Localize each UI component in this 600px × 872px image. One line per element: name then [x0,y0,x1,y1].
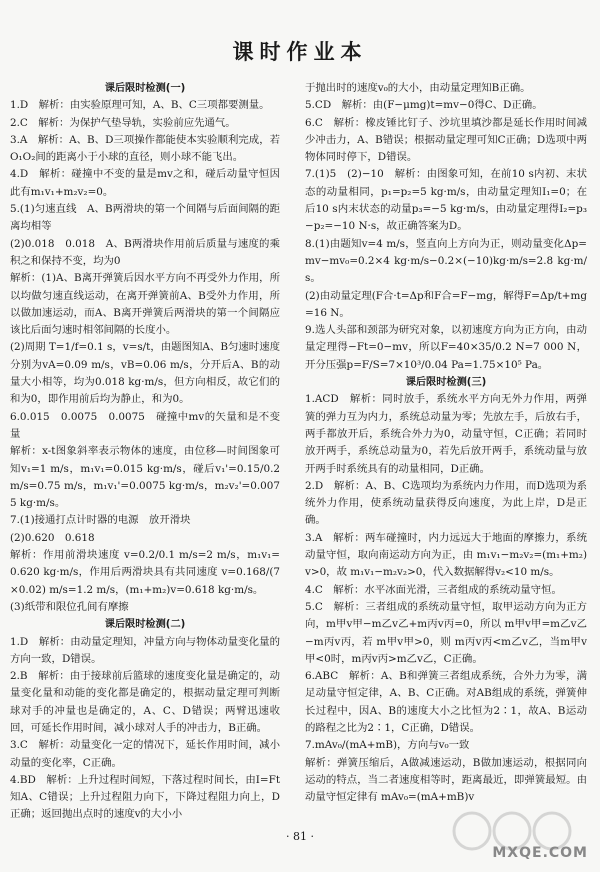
answer-paragraph: 解析：x-t图象斜率表示物体的速度，由位移—时间图象可知v₁=1 m/s，m₁v₁=0.015 kg·m/s，碰后v₁'=0.15/0.2 m/s=0.75 m/s，m₁v₁'=0.0075 kg·m/s，m₂v₂'=0.0075 kg·m/s。 [10,445,280,510]
section-heading: 课后限时检测(二) [104,619,186,631]
answer-paragraph: 6.ABC 解析：A、B和弹簧三者组成系统，合外力为零，满足动量守恒定律，A、B、C正确。对AB组成的系统，弹簧伸长过程中，因A、B的速度大小之比恒为2∶1，故A、B运动的路程之比为2∶1，C正确，D错误。 [305,670,587,734]
page-number: · 81 · [286,830,314,843]
left-column [10,80,280,824]
answer-paragraph: (3)纸带和限位孔间有摩擦 [10,600,129,613]
answer-paragraph: 3.A 解析：A、B、D三项操作都能使本实验顺利完成，若O₁O₂间的距离小于小球的直径，则小球不能飞出。 [10,133,280,164]
answer-paragraph: 4.C 解析：水平冰面光滑，三者组成的系统动量守恒。 [305,583,562,596]
answer-paragraph: (2)周期 T=1/f=0.1 s，v=s/t，由题图知A、B匀速时速度分别为vA=0.09 m/s，vB=0.06 m/s，分开后A、B的动量大小相等，均为0.018 kg·m/s，但方向相反，故它们的和为0，即作用前后均为静止，和为0。 [10,341,280,406]
answer-paragraph: 7.(1)接通打点计时器的电源 放开滑块 [10,514,191,527]
answer-paragraph: 1.ACD 解析：同时放手，系统水平方向无外力作用，两弹簧的弹力互为内力，系统总动量为零；先放左手，后放右手，两手都放开后，系统合外力为0，动量守恒，C正确；若同时放开两手，系统总动量为0，若先后放开两手，系统动量与放开两手时系统具有的动量相同，D正确。 [305,393,587,475]
answer-paragraph: 9.选人头部和颈部为研究对象，以初速度方向为正方向，由动量定理得−Ft=0−mv，所以F=40×35/0.2 N=7 000 N，开分压强p=F/S=7×10³/0.04 Pa=1.75×10⁵ Pa。 [305,324,587,371]
answer-paragraph: 2.D 解析：A、B、C选项均为系统内力作用，而D选项为系统外力作用，使系统动量获得反向速度，为此上岸，D是正确。 [305,479,587,527]
answer-paragraph: (2)0.620 0.618 [10,531,95,544]
answer-paragraph: 1.D 解析：由动量定理知，冲量方向与物体动量变化量的方向一致，D错误。 [10,635,280,665]
answer-paragraph: 7.(1)5 (2)−10 解析：由图象可知，在前10 s内初、末状态的动量相同，p₁=p₂=5 kg·m/s，由动量定理知I₁=0；在后10 s内末状态的动量p₃=−5 kg·m/s，由动量定理得I₂=p₃−p₂=−10 N·s，故正确答案为D。 [305,168,587,233]
answer-paragraph: 解析：弹簧压缩后，A做减速运动，B做加速运动，根据同向运动的特点，当二者速度相等时，距离最近，即弹簧最短。由动量守恒定律有 mAv₀=(mA+mB)v [305,756,587,804]
answer-paragraph: 8.(1)由题知v=4 m/s，竖直向上方向为正，则动量变化Δp=mv−mv₀=0.2×4 kg·m/s−0.2×(−10)kg·m/s=2.8 kg·m/s。 [305,237,587,285]
answer-paragraph: 3.A 解析：两车碰撞时，内力远远大于地面的摩擦力，系统动量守恒，取向南运动方向为正，由 m₁v₁−m₂v₂=(m₁+m₂)v>0，故 m₁v₁−m₂v₂>0，代入数据解得v₂<10 m/s。 [305,531,587,579]
answer-paragraph: 5.(1)匀速直线 A、B两滑块的第一个间隔与后面间隔的距离均相等 [10,203,280,233]
answer-paragraph: 4.BD 解析：上升过程时间短，下落过程时间长，由I=Ft知A、C错误；上升过程阻力向下，下降过程阻力向上，D正确；返回抛出点时的速度v的大小小 [10,773,280,821]
answer-paragraph: 解析：作用前滑块速度 v=0.2/0.1 m/s=2 m/s，m₁v₁=0.620 kg·m/s，作用后两滑块具有共同速度 v=0.168/(7×0.02) m/s=1.2 m/s，(m₁+m₂)v=0.618 kg·m/s。 [10,549,280,596]
answer-paragraph: 2.C 解析：为保护气垫导轨，实验前应先通气。 [10,116,236,129]
answer-paragraph: 于抛出时的速度v₀的大小，由动量定理知B正确。 [305,82,531,94]
answer-paragraph: 6.0.015 0.0075 0.0075 碰撞中mv的矢量和是不变量 [10,410,280,440]
page-title: 课时作业本 [232,40,368,64]
answer-paragraph: (2)由动量定理(F合·t=Δp和F合=F−mg，解得F=Δp/t+mg=16 N。 [305,289,587,319]
answer-paragraph: 2.B 解析：由于接球前后篮球的速度变化量是确定的，动量变化量和动能的变化都是确定的，根据动量定理可判断球对手的冲量也是确定的，A、C、D错误；两臂迅速收回，可延长作用时间，减小球对人手的冲击力，B正确。 [10,670,280,734]
answer-paragraph: 7.mAv₀/(mA+mB)，方向与v₀一致 [305,739,470,752]
answer-paragraph: (2)0.018 0.018 A、B两滑块作用前后质量与速度的乘积之和保持不变，均为0 [10,237,280,267]
answer-paragraph: 解析：(1)A、B离开弹簧后因水平方向不再受外力作用，所以均做匀速直线运动，在离开弹簧前A、B受外力作用，所以做加速运动，而A、B离开弹簧后两滑块的第一个间隔应该比后面匀速时相邻间隔的长度小。 [10,272,280,337]
watermark-text: MXQE.COM [492,844,588,861]
section-heading: 课后限时检测(一) [104,83,186,94]
answer-paragraph: 5.CD 解析：由(F−μmg)t=mv−0得C、D正确。 [305,99,543,112]
answer-paragraph: 5.C 解析：三者组成的系统动量守恒，取甲运动方向为正方向，m甲v甲−m乙v乙+m丙v丙=0，所以 m甲v甲=m乙v乙−m丙v丙，若 m甲v甲>0，则 m丙v丙<m乙v乙，当m甲v甲<0时，m丙v丙>m乙v乙，C正确。 [305,600,587,665]
answer-paragraph: 3.C 解析：动量变化一定的情况下，延长作用时间，减小动量的变化率，C正确。 [10,739,280,769]
answer-paragraph: 4.D 解析：碰撞中不变的量是mv之和，碰后动量守恒因此有m₁v₁+m₂v₂=0。 [10,168,280,198]
answer-paragraph: 6.C 解析：橡皮锤比钉子、沙坑里填沙都是延长作用时间减少冲击力，A、B错误；根据动量定理可知C正确；D选项中两物体同时停下，D错误。 [305,116,587,164]
answer-paragraph: 1.D 解析：由实验原理可知，A、B、C三项都要测量。 [10,99,270,112]
section-heading: 课后限时检测(三) [405,377,487,389]
right-column [305,80,587,806]
